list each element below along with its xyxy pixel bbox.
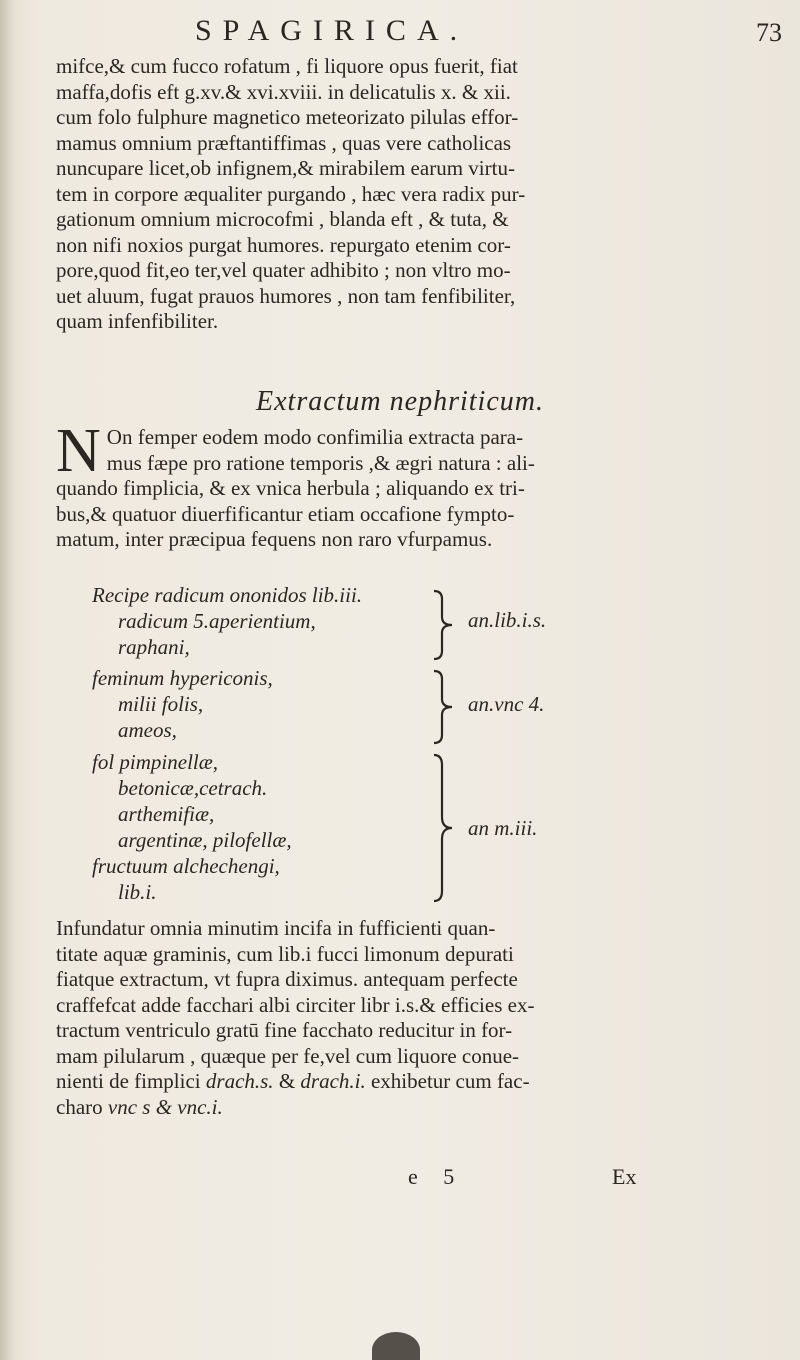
recipe-ingredient: raphani,: [118, 635, 190, 659]
recipe-ingredient: feminum hypericonis,: [92, 666, 273, 690]
text-line: maffa,dofis eft g.xv.& xvi.xviii. in delicatulis x. & xii.: [56, 79, 511, 104]
paragraph-pilulae: [56, 54, 784, 335]
recipe-ingredient: Recipe radicum ononidos lib.iii.: [92, 583, 363, 607]
text-segment: exhibetur cum fac-: [365, 1069, 530, 1093]
recipe-ingredient: fol pimpinellæ,: [92, 750, 218, 774]
text-segment: charo: [56, 1094, 108, 1119]
text-line: Infundatur omnia minutim incifa in fufficienti quan-: [56, 916, 496, 940]
text-line: mamus omnium præftantiffimas , quas vere catholicas: [56, 130, 512, 155]
recipe-ingredient: radicum 5.aperientium,: [118, 609, 316, 633]
recipe-ingredient: argentinæ, pilofellæ,: [118, 828, 292, 852]
text-segment: &: [273, 1069, 301, 1093]
text-line: [56, 1095, 784, 1121]
text-line: quando fimplicia, & ex vnica herbula ; aliquando ex tri-: [56, 476, 525, 500]
text-line: bus,& quatuor diuerfificantur etiam occafione fympto-: [56, 501, 515, 526]
running-title: SPAGIRICA.: [195, 14, 469, 47]
dose-italic: drach.i.: [300, 1069, 366, 1093]
section-heading: Extractum nephriticum.: [256, 386, 544, 417]
dose-italic: drach.s.: [205, 1069, 274, 1093]
text-line: uet aluum, fugat prauos humores , non tam fenfibiliter,: [56, 283, 516, 308]
text-line: tem in corpore æqualiter purgando , hæc vera radix pur-: [56, 181, 526, 206]
page-footer: [0, 1164, 800, 1198]
paragraph-extractum-intro: [56, 417, 784, 553]
recipe-ingredient: ameos,: [118, 718, 177, 742]
recipe-ingredient: betonicæ,cetrach.: [118, 776, 268, 800]
right-brace-icon: [428, 589, 462, 661]
text-line: mifce,& cum fucco rofatum , fi liquore opus fuerit, fiat: [56, 54, 518, 78]
text-line: nuncupare licet,ob infignem,& mirabilem earum virtu-: [56, 156, 515, 180]
text-line: matum, inter præcipua fequens non raro vfurpamus.: [56, 527, 493, 551]
recipe-block: [0, 583, 800, 913]
text-line: cum folo fulphure magnetico meteorizato pilulas effor-: [56, 105, 519, 129]
right-brace-icon: [428, 669, 462, 745]
dose-italic: vnc s & vnc.i.: [107, 1094, 223, 1119]
ink-stain: [372, 1332, 420, 1360]
text-line: craffefcat adde facchari albi circiter libr i.s.& efficies ex-: [56, 992, 535, 1017]
text-line: mam pilularum , quæque per fe,vel cum liquore conue-: [56, 1043, 520, 1068]
text-line: tractum ventriculo gratū fine facchato reducitur in for-: [56, 1018, 513, 1042]
page-header: [0, 10, 800, 50]
text-line: fiatque extractum, vt fupra diximus. antequam perfecte: [56, 967, 518, 991]
drop-capital: N: [56, 417, 101, 485]
text-line: titate aquæ graminis, cum lib.i fucci limonum depurati: [56, 941, 514, 966]
page-number: 73: [756, 18, 782, 47]
paragraph-infusion: [56, 916, 784, 1120]
recipe-ingredient: milii folis,: [118, 692, 204, 716]
text-segment: nienti de fimplici: [56, 1069, 206, 1093]
text-line: mus fæpe pro ratione temporis ,& ægri natura : ali-: [106, 450, 535, 475]
recipe-ingredient: lib.i.: [118, 880, 157, 904]
recipe-dose: an.lib.i.s.: [468, 608, 547, 632]
recipe-ingredient: fructuum alchechengi,: [92, 854, 280, 878]
text-line: [56, 1069, 784, 1095]
text-line: On femper eodem modo confimilia extracta para-: [106, 425, 524, 449]
signature-mark: e 5: [408, 1164, 465, 1189]
recipe-dose: an m.iii.: [468, 816, 538, 840]
text-line: quam infenfibiliter.: [56, 309, 219, 333]
text-line: non nifi noxios purgat humores. repurgato etenim cor-: [56, 232, 511, 257]
text-line: pore,quod fit,eo ter,vel quater adhibito ; non vltro mo-: [56, 258, 511, 282]
text-line: gationum omnium microcofmi , blanda eft , & tuta, &: [56, 207, 509, 231]
recipe-ingredient: arthemifiæ,: [118, 802, 215, 826]
catchword: Ex: [612, 1164, 637, 1189]
right-brace-icon: [428, 753, 462, 903]
recipe-dose: an.vnc 4.: [468, 692, 545, 716]
